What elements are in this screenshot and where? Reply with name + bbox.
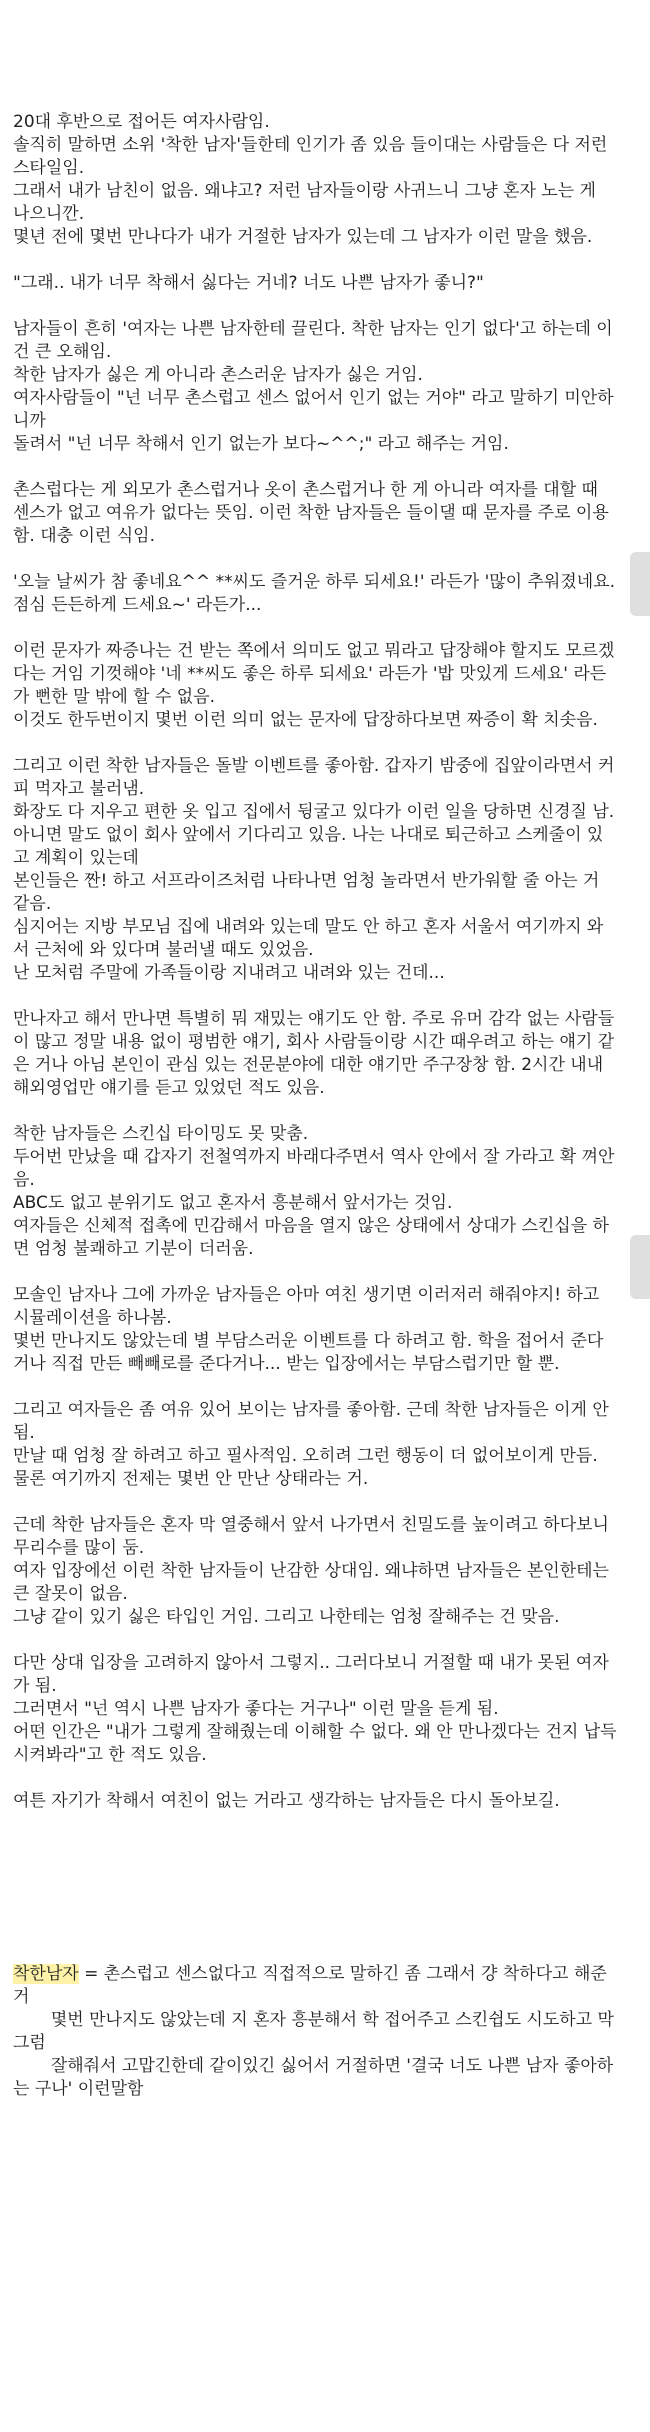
summary-line-1-text: = 촌스럽고 센스없다고 직접적으로 말하긴 좀 그래서 걍 착하다고 해준거 xyxy=(13,1964,607,2007)
text-line: 모솔인 남자나 그에 가까운 남자들은 아마 여친 생기면 이러저러 해줘야지! 하고 시뮬레이션을 하나봄. xyxy=(13,1285,605,1328)
text-line: 몇번 만나지도 않았는데 별 부담스러운 이벤트를 다 하려고 함. 학을 접어서 준다거나 직접 만든 빼빼로를 준다거나... 받는 입장에서는 부담스럽기만 할 뿐. xyxy=(13,1331,604,1374)
blank-line xyxy=(13,1629,617,1652)
blank-line xyxy=(13,249,617,272)
text-line: 몇년 전에 몇번 만나다가 내가 거절한 남자가 있는데 그 남자가 이런 말을 했음. xyxy=(13,227,593,247)
text-line: 어떤 인간은 "내가 그렇게 잘해줬는데 이해할 수 없다. 왜 안 만나겠다는 건지 납득시켜봐라"고 한 적도 있음. xyxy=(13,1722,617,1765)
scroll-handle[interactable] xyxy=(630,552,650,616)
text-line: 여자들은 신체적 접촉에 민감해서 마음을 열지 않은 상태에서 상대가 스킨십을 하면 엄청 불쾌하고 기분이 더러움. xyxy=(13,1216,609,1259)
text-line: 여튼 자기가 착해서 여친이 없는 거라고 생각하는 남자들은 다시 돌아보길. xyxy=(13,1791,560,1811)
blank-line xyxy=(13,295,617,318)
spacer xyxy=(13,1813,617,1963)
text-line: 물론 여기까지 전제는 몇번 안 만난 상태라는 거. xyxy=(13,1469,369,1489)
post-body xyxy=(13,111,620,2101)
text-line: 20대 후반으로 접어든 여자사람임. xyxy=(13,112,270,132)
text-line: 여자 입장에선 이런 착한 남자들이 난감한 상대임. 왜냐하면 남자들은 본인한테는 큰 잘못이 없음. xyxy=(13,1561,615,1604)
text-line: 만나자고 해서 만나면 특별히 뭐 재밌는 얘기도 안 함. 주로 유머 감각 없는 사람들이 많고 정말 내용 없이 평범한 얘기, 회사 사람들이랑 시간 때우려고 하는 얘기 같은 거나 아님 본인이 관심 있는 전문분야에 대한 얘기만 주구장창 함. 2시간 내내 해외영업만 얘기를 듣고 있었던 적도 있음. xyxy=(13,1009,615,1098)
text-line: 본인들은 짠! 하고 서프라이즈처럼 나타나면 엄청 놀라면서 반가워할 줄 아는 거 같음. xyxy=(13,871,605,914)
text-line: 여자사람들이 "넌 너무 촌스럽고 센스 없어서 인기 없는 거야" 라고 말하기 미안하니까 xyxy=(13,388,614,431)
summary-line-1 xyxy=(13,1963,617,2009)
text-line: 심지어는 지방 부모님 집에 내려와 있는데 말도 안 하고 혼자 서울서 여기까지 와서 근처에 와 있다며 불러낼 때도 있었음. xyxy=(13,917,604,960)
text-line: 솔직히 말하면 소위 '착한 남자'들한테 인기가 좀 있음 들이대는 사람들은 다 저런 스타일임. xyxy=(13,135,613,178)
blank-line xyxy=(13,1100,617,1123)
text-line: 촌스럽다는 게 외모가 촌스럽거나 옷이 촌스럽거나 한 게 아니라 여자를 대할 때 센스가 없고 여유가 없다는 뜻임. 이런 착한 남자들은 들이댈 때 문자를 주로 이용함. 대충 이런 식임. xyxy=(13,480,609,546)
text-line: 아니면 말도 없이 회사 앞에서 기다리고 있음. 나는 나대로 퇴근하고 스케줄이 있고 계획이 있는데 xyxy=(13,825,604,868)
text-line: 남자들이 흔히 '여자는 나쁜 남자한테 끌린다. 착한 남자는 인기 없다'고 하는데 이건 큰 오해임. xyxy=(13,319,613,362)
text-line: 이런 문자가 짜증나는 건 받는 쪽에서 의미도 없고 뭐라고 답장해야 할지도 모르겠다는 거임 기껏해야 '네 **씨도 좋은 하루 되세요' 라든가 '밥 맛있게 드세요' 라든가 뻔한 말 밖에 할 수 없음. xyxy=(13,641,615,707)
text-line: 화장도 다 지우고 편한 옷 입고 집에서 뒹굴고 있다가 이런 일을 당하면 신경질 남. xyxy=(13,802,615,822)
post-text xyxy=(13,111,617,1813)
blank-line xyxy=(13,548,617,571)
blank-line xyxy=(13,1491,617,1514)
text-line: "그래.. 내가 너무 착해서 싫다는 거네? 너도 나쁜 남자가 좋니?" xyxy=(13,273,484,293)
blank-line xyxy=(13,456,617,479)
text-line: 착한 남자들은 스킨십 타이밍도 못 맞춤. xyxy=(13,1124,309,1144)
scroll-handle[interactable] xyxy=(630,1235,650,1299)
summary xyxy=(13,1963,620,2101)
text-line: 그리고 여자들은 좀 여유 있어 보이는 남자를 좋아함. 근데 착한 남자들은 이게 안됨. xyxy=(13,1400,609,1443)
text-line: 그리고 이런 착한 남자들은 돌발 이벤트를 좋아함. 갑자기 밤중에 집앞이라면서 커피 먹자고 불러냄. xyxy=(13,756,615,799)
text-line: 다만 상대 입장을 고려하지 않아서 그렇지.. 그러다보니 거절할 때 내가 못된 여자가 됨. xyxy=(13,1653,609,1696)
text-line: 이것도 한두번이지 몇번 이런 의미 없는 문자에 답장하다보면 짜증이 확 치솟음. xyxy=(13,710,598,730)
text-line: 착한 남자가 싫은 게 아니라 촌스러운 남자가 싫은 거임. xyxy=(13,365,423,385)
summary-line-3: 잘해줘서 고맙긴한데 같이있긴 싫어서 거절하면 '결국 너도 나쁜 남자 좋아하는 구나' 이런말함 xyxy=(13,2056,614,2099)
text-line: ABC도 없고 분위기도 없고 혼자서 흥분해서 앞서가는 것임. xyxy=(13,1193,453,1213)
blank-line xyxy=(13,985,617,1008)
text-line: 그러면서 "넌 역시 나쁜 남자가 좋다는 거구나" 이런 말을 듣게 됨. xyxy=(13,1699,499,1719)
summary-line-2: 몇번 만나지도 않았는데 지 혼자 흥분해서 학 접어주고 스킨쉽도 시도하고 막 그럼 xyxy=(13,2010,620,2053)
blank-line xyxy=(13,1767,617,1790)
text-line: 두어번 만났을 때 갑자기 전철역까지 바래다주면서 역사 안에서 잘 가라고 확 껴안음. xyxy=(13,1147,615,1190)
summary-highlight: 착한남자 xyxy=(13,1964,79,1984)
text-line: 근데 착한 남자들은 혼자 막 열중해서 앞서 나가면서 친밀도를 높이려고 하다보니 무리수를 많이 둠. xyxy=(13,1515,615,1558)
blank-line xyxy=(13,732,617,755)
blank-line xyxy=(13,1376,617,1399)
text-line: 만날 때 엄청 잘 하려고 하고 필사적임. 오히려 그런 행동이 더 없어보이게 만듬. xyxy=(13,1446,598,1466)
text-line: 난 모처럼 주말에 가족들이랑 지내려고 내려와 있는 건데... xyxy=(13,963,445,983)
text-line: '오늘 날씨가 참 좋네요^^ **씨도 즐거운 하루 되세요!' 라든가 '많이 추워졌네요.점심 든든하게 드세요~' 라든가... xyxy=(13,572,616,615)
blank-line xyxy=(13,617,617,640)
text-line: 그래서 내가 남친이 없음. 왜냐고? 저런 남자들이랑 사귀느니 그냥 혼자 노는 게 나으니깐. xyxy=(13,181,602,224)
text-line: 돌려서 "넌 너무 착해서 인기 없는가 보다~^^;" 라고 해주는 거임. xyxy=(13,434,509,454)
blank-line xyxy=(13,1261,617,1284)
text-line: 그냥 같이 있기 싫은 타입인 거임. 그리고 나한테는 엄청 잘해주는 건 맞음. xyxy=(13,1607,560,1627)
